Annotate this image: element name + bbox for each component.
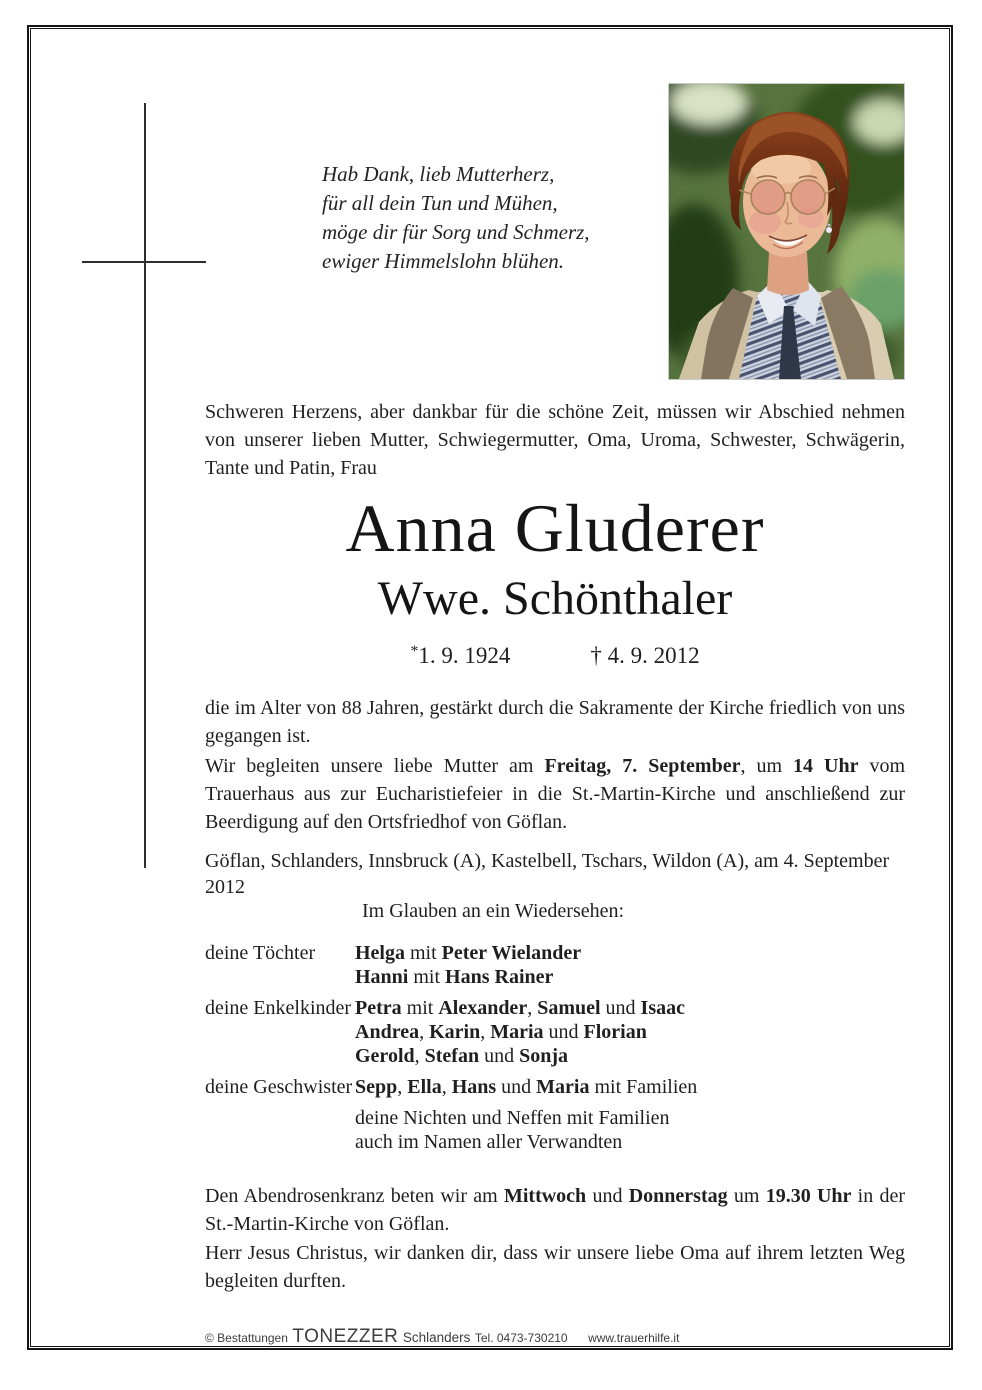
faith-line: Im Glauben an ein Wiedersehen: [362,900,625,922]
family-group-label [205,1106,355,1154]
family-line: Andrea, Karin, Maria und Florian [355,1021,647,1043]
birth-date [410,641,510,674]
footer-phone: Tel. 0473-730210 [474,1331,568,1345]
family-group-siblings [205,1075,909,1099]
birth-date-value: 1. 9. 1924 [418,643,511,668]
footer-website: www.trauerhilfe.it [588,1331,680,1345]
death-cross-symbol: † [590,643,602,668]
footer-copyright: © Bestattungen [205,1331,288,1345]
death-date-value: 4. 9. 2012 [607,643,700,668]
family-group-label: deine Enkelkinder [205,997,352,1019]
footer-company-name: TONEZZER [292,1326,399,1347]
family-line: Helga mit Peter Wielander [355,942,582,964]
family-list [205,941,909,1161]
thanks-paragraph: Herr Jesus Christus, wir danken dir, dass wir unsere liebe Oma auf ihrem letzten Weg begleiten durften. [205,1242,905,1292]
funeral-home-footer [205,1326,905,1348]
intro-paragraph: Schweren Herzens, aber dankbar für die schöne Zeit, müssen wir Abschied nehmen von unserer lieben Mutter, Schwiegermutter, Oma, Uroma, Schwester, Schwägerin, Tante und Patin, Frau [205,401,905,479]
birth-star-symbol: * [410,642,419,660]
age-paragraph: die im Alter von 88 Jahren, gestärkt durch die Sakramente der Kirche friedlich von uns gegangen ist. [205,697,905,747]
family-line: auch im Namen aller Verwandten [355,1131,623,1153]
family-line: deine Nichten und Neffen mit Familien [355,1107,670,1129]
family-group-daughters [205,941,909,989]
cross-icon-bar [82,261,206,263]
family-group-grandchildren [205,996,909,1068]
poem-line: Hab Dank, lieb Mutterherz, [322,162,555,186]
deceased-name: Anna Gluderer [345,490,765,566]
family-group-label: deine Geschwister [205,1076,353,1098]
family-group-others [205,1106,909,1154]
funeral-paragraph: Wir begleiten unsere liebe Mutter am Freitag, 7. September, um 14 Uhr vom Trauerhaus aus zur Eucharistiefeier in die St.-Martin-Kirche und anschließend zur Beerdigung auf den Ortsfriedhof von Göflan. [205,755,905,833]
family-line: Petra mit Alexander, Samuel und Isaac [355,997,685,1019]
family-line: Gerold, Stefan und Sonja [355,1045,568,1067]
locations-line: Göflan, Schlanders, Innsbruck (A), Kastelbell, Tschars, Wildon (A), am 4. September 2012 [205,850,890,898]
family-line: Sepp, Ella, Hans und Maria mit Familien [355,1076,698,1098]
memorial-poem [322,160,590,276]
poem-line: möge dir für Sorg und Schmerz, [322,220,590,244]
footer-company-location: Schlanders [402,1330,471,1345]
rosary-paragraph: Den Abendrosenkranz beten wir am Mittwoch und Donnerstag um 19.30 Uhr in der St.-Martin-Kirche von Göflan. [205,1185,906,1235]
cross-icon [144,103,146,868]
family-group-label: deine Töchter [205,942,316,964]
poem-line: für all dein Tun und Mühen, [322,191,558,215]
deceased-widow-name: Wwe. Schönthaler [377,572,733,625]
family-line: Hanni mit Hans Rainer [355,966,554,988]
portrait-photo [668,83,905,380]
poem-line: ewiger Himmelslohn blühen. [322,249,565,273]
life-dates [205,641,905,674]
death-date [590,641,699,674]
